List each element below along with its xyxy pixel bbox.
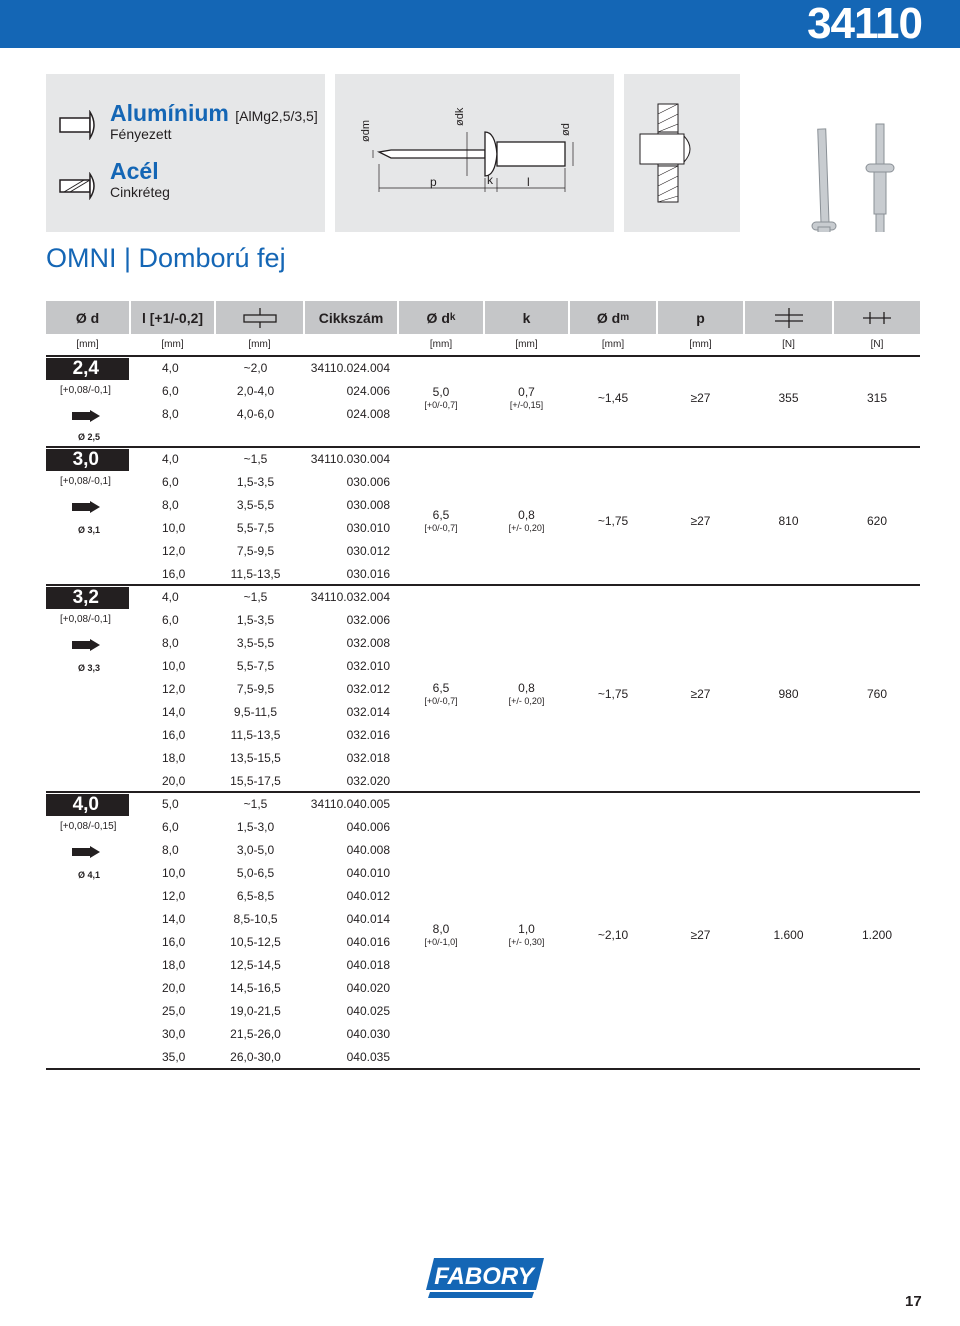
- group-mandrel-diameter: ~1,75: [597, 514, 629, 528]
- fabory-logo-text: FABORY: [434, 1263, 534, 1290]
- group-tensile-force: 760: [866, 686, 888, 701]
- setting-drawing-panel: [624, 74, 740, 232]
- drawing-label-dk: ødk: [454, 107, 466, 126]
- row-grip-range: ~1,5: [243, 452, 268, 466]
- group-mandrel-diameter: ~2,10: [597, 928, 629, 942]
- row-grip-range: 3,5-5,5: [236, 636, 275, 650]
- material-aluminium: [110, 100, 318, 127]
- row-article-number: 024.008: [346, 407, 390, 421]
- row-length: 10,0: [162, 521, 186, 535]
- group-head-diameter: 5,0: [432, 384, 450, 399]
- group-mandrel-length: ≥27: [690, 928, 711, 942]
- col-header-l: l [+1/-0,2]: [131, 301, 214, 334]
- row-length: 10,0: [162, 659, 186, 673]
- group-head-height-tol: [+/- 0,20]: [508, 523, 545, 533]
- units-row: [46, 339, 920, 353]
- row-length: 8,0: [162, 636, 179, 650]
- rivet-setting-drawing: [624, 74, 740, 232]
- row-article-number: 032.006: [346, 613, 390, 627]
- drawing-label-k: k: [487, 173, 493, 187]
- unit-d: [mm]: [76, 339, 99, 350]
- top-bar: [0, 0, 960, 48]
- material-aluminium-alloy: [AlMg2,5/3,5]: [235, 108, 318, 124]
- rivet-photo: [750, 74, 920, 232]
- row-grip-range: 9,5-11,5: [233, 705, 278, 719]
- unit-grip: [mm]: [248, 339, 271, 350]
- drawing-label-d: ød: [560, 123, 572, 136]
- row-length: 12,0: [162, 682, 186, 696]
- row-length: 12,0: [162, 889, 186, 903]
- group-head-height-tol: [+/- 0,30]: [508, 937, 545, 947]
- row-grip-range: 1,5-3,5: [236, 613, 275, 627]
- drawing-label-p: p: [430, 175, 437, 189]
- row-grip-range: 10,5-12,5: [230, 935, 281, 949]
- group-diameter: 4,0: [46, 794, 129, 816]
- row-grip-range: 3,0-5,0: [236, 843, 275, 857]
- group-tensile-force: 620: [866, 514, 888, 528]
- row-article-number: 34110.032.004: [310, 590, 390, 604]
- group-shear-force: 980: [778, 686, 799, 701]
- group-diameter: 3,2: [46, 587, 129, 609]
- col-header-grip-range: [216, 301, 303, 334]
- group-separator: [46, 355, 920, 357]
- row-article-number: 040.016: [346, 935, 390, 949]
- row-grip-range: 5,0-6,5: [236, 866, 275, 880]
- product-code: 34110: [807, 0, 922, 48]
- row-grip-range: 8,5-10,5: [233, 912, 278, 926]
- row-article-number: 032.018: [346, 751, 390, 765]
- row-grip-range: 21,5-26,0: [230, 1027, 281, 1041]
- row-grip-range: 3,5-5,5: [236, 498, 275, 512]
- row-article-number: 030.006: [346, 475, 390, 489]
- group-head-diameter-tol: [+0/-1,0]: [424, 937, 458, 947]
- row-grip-range: 5,5-7,5: [236, 659, 275, 673]
- row-length: 35,0: [162, 1050, 186, 1064]
- group-shear-force: 1.600: [773, 928, 804, 942]
- group-head-height-tol: [+/-0,15]: [509, 399, 544, 410]
- group-shear-force: 355: [778, 390, 799, 405]
- shear-force-icon: [774, 308, 804, 328]
- row-grip-range: 12,5-14,5: [230, 958, 281, 972]
- row-length: 16,0: [162, 728, 186, 742]
- row-article-number: 040.018: [346, 958, 390, 972]
- col-header-tensile: [834, 301, 920, 334]
- row-grip-range: 15,5-17,5: [230, 774, 281, 788]
- row-grip-range: 5,5-7,5: [236, 521, 275, 535]
- row-length: 8,0: [162, 498, 179, 512]
- material-panel: [46, 74, 325, 232]
- fabory-logo: [426, 1258, 544, 1298]
- page-title: OMNI | Domború fej: [46, 243, 286, 273]
- group-tolerance: [+0,08/-0,1]: [60, 476, 111, 487]
- row-length: 18,0: [162, 751, 186, 765]
- group-separator: [46, 791, 920, 793]
- group-diameter: 2,4: [46, 358, 129, 380]
- row-article-number: 024.006: [346, 384, 390, 398]
- row-article-number: 040.014: [346, 912, 390, 926]
- group-mandrel-diameter: ~1,75: [597, 686, 629, 701]
- row-grip-range: 7,5-9,5: [236, 544, 275, 558]
- unit-k: [mm]: [515, 339, 538, 350]
- unit-dm: [mm]: [601, 339, 625, 350]
- row-article-number: 032.016: [346, 728, 390, 742]
- row-length: 20,0: [162, 774, 186, 788]
- group-separator: [46, 584, 920, 586]
- aluminium-rivet-icon: [58, 110, 100, 140]
- group-head-diameter: 6,5: [432, 680, 450, 695]
- row-length: 18,0: [162, 958, 186, 972]
- group-shear-force: 810: [778, 514, 799, 528]
- row-length: 8,0: [162, 407, 179, 421]
- page-number: 17: [905, 1293, 922, 1310]
- group-head-height: 0,7: [518, 384, 535, 399]
- row-length: 14,0: [162, 912, 186, 926]
- row-article-number: 040.020: [346, 981, 390, 995]
- row-article-number: 040.025: [346, 1004, 390, 1018]
- row-length: 10,0: [162, 866, 186, 880]
- drill-bit-icon: [72, 410, 100, 422]
- row-article-number: 040.006: [346, 820, 390, 834]
- group-head-height: 1,0: [518, 922, 535, 936]
- row-article-number: 030.010: [346, 521, 390, 535]
- row-length: 16,0: [162, 935, 186, 949]
- grip-range-icon: [243, 308, 277, 328]
- col-header-p: p: [658, 301, 743, 334]
- row-article-number: 030.016: [346, 567, 390, 581]
- row-article-number: 040.008: [346, 843, 390, 857]
- row-grip-range: 13,5-15,5: [230, 751, 281, 765]
- row-length: 5,0: [162, 797, 179, 811]
- unit-l: [mm]: [161, 339, 184, 350]
- steel-rivet-icon: [58, 172, 100, 200]
- row-length: 16,0: [162, 567, 186, 581]
- row-article-number: 032.020: [346, 774, 390, 788]
- row-length: 20,0: [162, 981, 186, 995]
- row-grip-range: 14,5-16,5: [230, 981, 281, 995]
- group-tolerance: [+0,08/-0,15]: [60, 821, 117, 832]
- group-head-diameter-tol: [+0/-0,7]: [424, 399, 458, 410]
- group-diameter: 3,0: [46, 449, 129, 471]
- table-bottom-line: [46, 1068, 920, 1070]
- row-article-number: 34110.040.005: [310, 797, 390, 811]
- group-tolerance: [+0,08/-0,1]: [60, 385, 111, 396]
- col-header-k: k: [485, 301, 568, 334]
- group-tensile-force: 315: [866, 390, 888, 405]
- row-length: 8,0: [162, 843, 179, 857]
- row-grip-range: 6,5-8,5: [236, 889, 275, 903]
- row-grip-range: ~2,0: [243, 361, 268, 375]
- row-grip-range: 1,5-3,5: [236, 475, 275, 489]
- row-article-number: 032.010: [346, 659, 390, 673]
- drill-bit-icon: [72, 501, 100, 513]
- dimension-drawing-panel: [335, 74, 614, 232]
- row-grip-range: 7,5-9,5: [236, 682, 275, 696]
- row-length: 12,0: [162, 544, 186, 558]
- row-article-number: 34110.030.004: [310, 452, 390, 466]
- material-aluminium-name: Alumínium: [110, 100, 229, 126]
- unit-tensile: [N]: [870, 339, 884, 350]
- material-steel-finish: Cinkréteg: [110, 184, 170, 200]
- row-length: 4,0: [162, 590, 179, 604]
- group-mandrel-length: ≥27: [690, 686, 711, 701]
- row-article-number: 040.035: [346, 1050, 390, 1064]
- material-steel-name: Acél: [110, 158, 159, 184]
- drawing-label-l: l: [527, 175, 530, 189]
- group-tolerance: [+0,08/-0,1]: [60, 614, 111, 625]
- material-aluminium-finish: Fényezett: [110, 126, 172, 142]
- group-head-height: 0,8: [518, 508, 535, 522]
- col-header-d: Ø d: [46, 301, 129, 334]
- unit-shear: [N]: [782, 339, 795, 350]
- drawing-label-dm: ødm: [360, 120, 372, 142]
- group-drill-size: Ø 3,1: [78, 525, 101, 535]
- row-article-number: 032.014: [346, 705, 390, 719]
- tensile-force-icon: [862, 308, 892, 328]
- row-grip-range: ~1,5: [243, 590, 268, 604]
- row-grip-range: 2,0-4,0: [236, 384, 275, 398]
- group-head-height: 0,8: [518, 680, 535, 695]
- row-length: 4,0: [162, 452, 179, 466]
- group-drill-size: Ø 3,3: [78, 663, 101, 673]
- row-article-number: 030.008: [346, 498, 390, 512]
- table-header: [46, 301, 920, 334]
- group-mandrel-length: ≥27: [690, 390, 711, 405]
- col-header-dk: Ø d k: [399, 301, 483, 334]
- row-article-number: 032.008: [346, 636, 390, 650]
- row-grip-range: 4,0-6,0: [236, 407, 275, 421]
- group-head-diameter-tol: [+0/-0,7]: [424, 695, 458, 706]
- product-photo-panel: [750, 74, 920, 232]
- group-head-diameter-tol: [+0/-0,7]: [424, 523, 458, 533]
- group-mandrel-diameter: ~1,45: [597, 390, 629, 405]
- row-article-number: 032.012: [346, 682, 390, 696]
- group-head-diameter: 6,5: [432, 508, 450, 522]
- row-grip-range: 11,5-13,5: [230, 728, 281, 742]
- group-tensile-force: 1.200: [861, 928, 893, 942]
- row-article-number: 34110.024.004: [310, 361, 390, 375]
- row-grip-range: 19,0-21,5: [230, 1004, 281, 1018]
- col-header-article: Cikkszám: [305, 301, 397, 334]
- group-mandrel-length: ≥27: [690, 514, 711, 528]
- drill-bit-icon: [72, 846, 100, 858]
- row-article-number: 030.012: [346, 544, 390, 558]
- row-article-number: 040.010: [346, 866, 390, 880]
- group-drill-size: Ø 4,1: [78, 870, 101, 880]
- unit-p: [mm]: [689, 339, 712, 350]
- row-grip-range: 11,5-13,5: [230, 567, 281, 581]
- drill-bit-icon: [72, 639, 100, 651]
- row-article-number: 040.012: [346, 889, 390, 903]
- row-article-number: 040.030: [346, 1027, 390, 1041]
- group-head-diameter: 8,0: [432, 922, 450, 936]
- group-drill-size: Ø 2,5: [78, 432, 101, 442]
- row-length: 4,0: [162, 361, 179, 375]
- row-length: 6,0: [162, 613, 179, 627]
- row-length: 6,0: [162, 384, 179, 398]
- col-header-dm: Ø d m: [570, 301, 656, 334]
- row-grip-range: 1,5-3,0: [236, 820, 275, 834]
- row-length: 6,0: [162, 475, 179, 489]
- row-grip-range: 26,0-30,0: [230, 1050, 281, 1064]
- col-header-shear: [745, 301, 832, 334]
- group-head-height-tol: [+/- 0,20]: [508, 695, 545, 706]
- row-grip-range: ~1,5: [243, 797, 268, 811]
- row-length: 14,0: [162, 705, 186, 719]
- row-length: 6,0: [162, 820, 179, 834]
- rivet-dimension-drawing: [335, 74, 614, 232]
- row-length: 30,0: [162, 1027, 186, 1041]
- unit-dk: [mm]: [429, 339, 453, 350]
- row-length: 25,0: [162, 1004, 186, 1018]
- group-separator: [46, 446, 920, 448]
